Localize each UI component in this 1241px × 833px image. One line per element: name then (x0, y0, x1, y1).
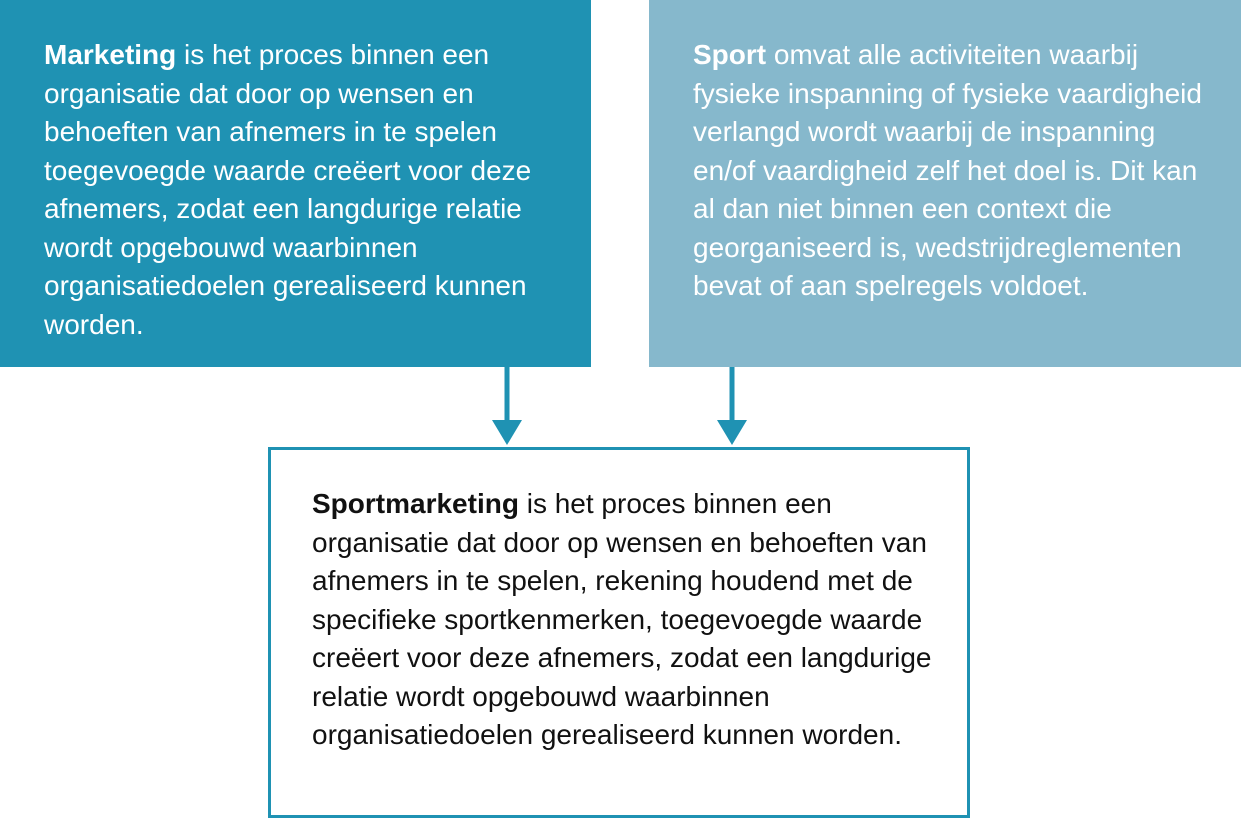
sportmarketing-definition-box (268, 447, 970, 818)
arrow-marketing-head (492, 420, 522, 445)
arrow-sport-head (717, 420, 747, 445)
sportmarketing-definition: is het proces binnen een organisatie dat door op wensen en behoeften van afnemers in te spelen, rekening houdend met de specifieke sportkenmerken, toegevoegde waarde creëert voor deze afnemers, zodat een langdurige relatie wordt opgebouwd waarbinnen organisatiedoelen gerealiseerd kunnen worden. (312, 488, 932, 750)
sport-term: Sport (693, 39, 767, 70)
sportmarketing-definition-text (312, 485, 947, 755)
sport-definition: omvat alle activiteiten waarbij fysieke inspanning of fysieke vaardigheid verlangd wordt waarbij de inspanning en/of vaardigheid zelf het doel is. Dit kan al dan niet binnen een context die georganiseerd is, wedstrijdreglementen bevat of aan spelregels voldoet. (693, 39, 1202, 301)
marketing-definition: is het proces binnen een organisatie dat door op wensen en behoeften van afnemers in te spelen toegevoegde waarde creëert voor deze afnemers, zodat een langdurige relatie wordt opgebouwd waarbinnen organisatiedoelen gerealiseerd kunnen worden. (44, 39, 532, 340)
marketing-term: Marketing (44, 39, 177, 70)
sportmarketing-term: Sportmarketing (312, 488, 519, 519)
